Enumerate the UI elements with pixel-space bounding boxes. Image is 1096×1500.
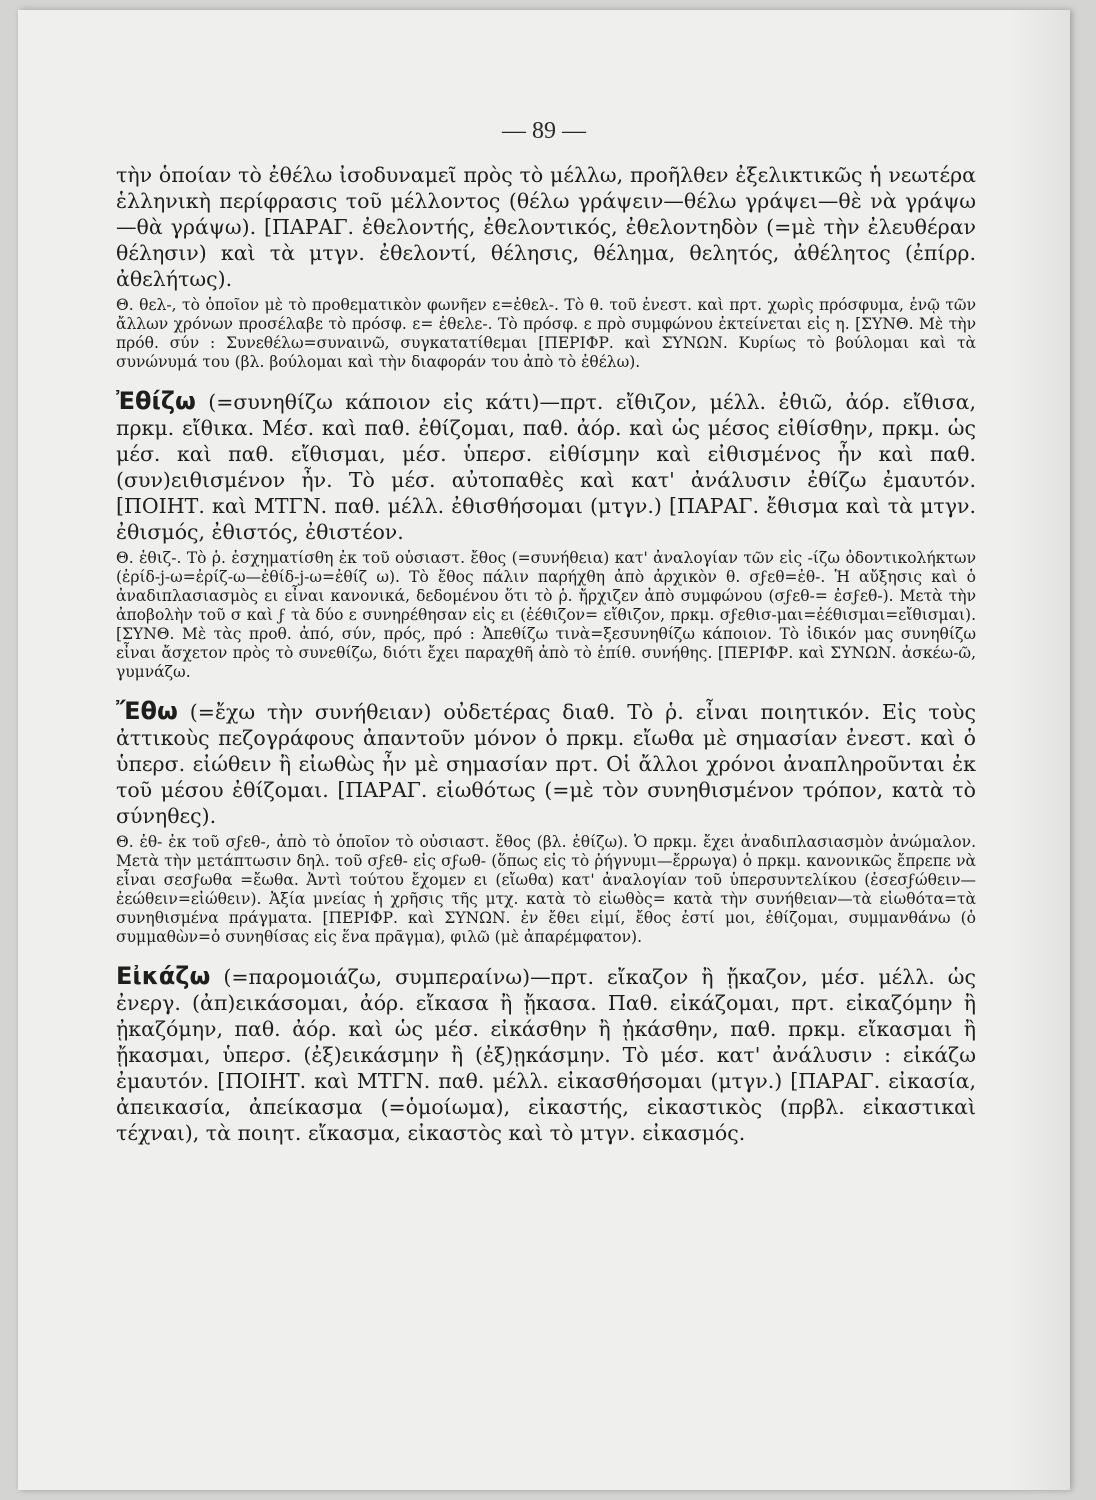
page-edge-shadow: [1010, 10, 1070, 1490]
entry-text: Ἔθω (=ἔχω τὴν συνήθειαν) οὐδετέρας διαθ. Τὸ ῥ. εἶναι ποιητικόν. Εἰς τοὺς ἀττικοὺς πεζογράφους ἀπαντοῦν μόνον ὁ πρκμ. εἴωθα μὲ σημασίαν ἐνεστ. καὶ ὁ ὑπερσ. εἰώθειν ἢ εἰωθὼς ἦν μὲ σημασίαν πρτ. Οἱ ἄλλοι χρόνοι ἀναπληροῦνται ἐκ τοῦ μέσου ἐθίζομαι. [ΠΑΡΑΓ. εἰωθότως (=μὲ τὸν συνηθισμένον τρόπον, κατὰ τὸ σύνηθες).: [116, 697, 976, 828]
entry-note: Θ. ἐθιζ-. Τὸ ῥ. ἐσχηματίσθη ἐκ τοῦ οὐσιαστ. ἔθος (=συνήθεια) κατ' ἀναλογίαν τῶν εἰς -ίζω ὀδοντικολήκτων (ἐρίδ-j-ω=ἐρίζ-ω—ἐθίδ-j-ω=ἐθίζ ω). Τὸ ἔθος πάλιν παρήχθη ἀπὸ ἀρχικὸν θ. σϝεθ=ἐθ-. Ἡ αὔξησις καὶ ὁ ἀναδιπλασιασμὸς ει εἶναι κανονικά, δεδομένου ὅτι τὸ ῥ. ἤρχιζεν ἀπὸ συμφώνου (σϝεθ-= ἐσϝεθ-). Μετὰ τὴν ἀποβολὴν τοῦ σ καὶ ϝ τὰ δύο ε συνηρέθησαν εἰς ει (ἐέθιζον= εἴθιζον, πρκμ. σϝεθισ-μαι=ἐέθισμαι=εἴθισμαι). [ΣΥΝΘ. Μὲ τὰς προθ. ἀπό, σύν, πρός, πρό : Ἀπεθίζω τινὰ=ξεσυνηθίζω κάποιον. Τὸ ἰδικόν μας συνηθίζω εἶναι ἄσχετον πρὸς τὸ συνεθίζω, διότι ἔχει παραχθῆ ἀπὸ τὸ ἐπίθ. συνήθης. [ΠΕΡΙΦΡ. καὶ ΣΥΝΩΝ. ἀσκέω-ῶ, γυμνάζω.: [116, 549, 976, 681]
entry-headword: Ἐθίζω: [116, 387, 196, 415]
entry-headword: Εἰκάζω: [116, 962, 211, 990]
entry-headword: Ἔθω: [116, 697, 178, 725]
entry-text: τὴν ὁποίαν τὸ ἐθέλω ἰσοδυναμεῖ πρὸς τὸ μέλλω, προῆλθεν ἐξελικτικῶς ἡ νεωτέρα ἑλληνικὴ περίφρασις τοῦ μέλλοντος (θέλω γράψειν—θέλω γράψει—θὲ νὰ γράψω—θὰ γράψω). [ΠΑΡΑΓ. ἐθελοντής, ἐθελοντικός, ἐθελοντηδὸν (=μὲ τὴν ἐλευθέραν θέλησιν) καὶ τὰ μτγν. ἐθελοντί, θέλησις, θέλημα, θελητός, ἀθέλητος (ἐπίρρ. ἀθελήτως).: [116, 163, 976, 291]
page-number-header: — 89 —: [502, 118, 586, 144]
entry-note: Θ. ἐθ- ἐκ τοῦ σϝεθ-, ἀπὸ τὸ ὁποῖον τὸ οὐσιαστ. ἔθος (βλ. ἐθίζω). Ὁ πρκμ. ἔχει ἀναδιπλασιασμὸν ἀνώμαλον. Μετὰ τὴν μετάπτωσιν δηλ. τοῦ σϝεθ- εἰς σϝωθ- (ὅπως εἰς τὸ ῥήγνυμι—ἔρρωγα) ὁ πρκμ. κανονικῶς ἔπρεπε νὰ εἶναι σεσϝωθα =ἔωθα. Ἀντὶ τούτου ἔχομεν ει (εἴωθα) κατ' ἀναλογίαν τοῦ ὑπερσυντελίκου (ἐσεσϝώθειν—ἐεώθειν=εἰώθειν). Ἀξία μνείας ἡ χρῆσις τῆς μτχ. κατὰ τὸ εἰωθὸς= κατὰ τὴν συνήθειαν—τὰ εἰωθότα=τὰ συνηθισμένα πράγματα. [ΠΕΡΙΦΡ. καὶ ΣΥΝΩΝ. ἐν ἔθει εἰμί, ἔθος ἐστί μοι, ἐθίζομαι, συμμανθάνω (ὁ συμμαθὼν=ὁ συνηθίσας εἰς ἕνα πρᾶγμα), φιλῶ (μὲ ἀπαρέμφατον).: [116, 833, 976, 946]
entry-ethizo: [116, 388, 976, 682]
entry-eikazo: [116, 963, 976, 1146]
book-page: [18, 10, 1070, 1490]
entry-note: Θ. θελ-, τὸ ὁποῖον μὲ τὸ προθεματικὸν φωνῆεν ε=ἐθελ-. Τὸ θ. τοῦ ἐνεστ. καὶ πρτ. χωρὶς πρόσφυμα, ἐνῷ τῶν ἄλλων χρόνων προσέλαβε τὸ πρόσφ. ε= ἐθελε-. Τὸ πρόσφ. ε πρὸ συμφώνου ἐκτείνεται εἰς η. [ΣΥΝΘ. Μὲ τὴν πρόθ. σύν : Συνεθέλω=συναινῶ, συγκατατίθεμαι [ΠΕΡΙΦΡ. καὶ ΣΥΝΩΝ. Κυρίως τὸ βούλομαι καὶ τὰ συνώνυμά του (βλ. βούλομαι καὶ τὴν διαφοράν του ἀπὸ τὸ ἐθέλω).: [116, 296, 976, 371]
entry-text: Εἰκάζω (=παρομοιάζω, συμπεραίνω)—πρτ. εἴκαζον ἢ ᾔκαζον, μέσ. μέλλ. ὡς ἐνεργ. (ἀπ)εικάσομαι, ἀόρ. εἴκασα ἢ ᾔκασα. Παθ. εἰκάζομαι, πρτ. εἰκαζόμην ἢ ᾐκαζόμην, παθ. ἀόρ. καὶ ὡς μέσ. εἰκάσθην ἢ ᾐκάσθην, παθ. πρκμ. εἴκασμαι ἢ ᾔκασμαι, ὑπερσ. (ἐξ)εικάσμην ἢ (ἐξ)ῃκάσμην. Τὸ μέσ. κατ' ἀνάλυσιν : εἰκάζω ἐμαυτόν. [ΠΟΙΗΤ. καὶ ΜΤΓΝ. παθ. μέλλ. εἰκασθήσομαι (μτγν.) [ΠΑΡΑΓ. εἰκασία, ἀπεικασία, ἀπείκασμα (=ὁμοίωμα), εἰκαστής, εἰκαστικὸς (πρβλ. εἰκαστικαὶ τέχναι), τὰ ποιητ. εἴκασμα, εἰκαστὸς καὶ τὸ μτγν. εἰκασμός.: [116, 962, 976, 1145]
entry-text: Ἐθίζω (=συνηθίζω κάποιον εἰς κάτι)—πρτ. εἴθιζον, μέλλ. ἐθιῶ, ἀόρ. εἴθισα, πρκμ. εἴθικα. Μέσ. καὶ παθ. ἐθίζομαι, παθ. ἀόρ. καὶ ὡς μέσος εἰθίσθην, πρκμ. ὡς μέσ. καὶ παθ. εἴθισμαι, μέσ. ὑπερσ. εἰθίσμην καὶ εἰθισμένος ἦν καὶ παθ. (συν)ειθισμένον ἦν. Τὸ μέσ. αὐτοπαθὲς καὶ κατ' ἀνάλυσιν ἐθίζω ἐμαυτόν. [ΠΟΙΗΤ. καὶ ΜΤΓΝ. παθ. μέλλ. ἐθισθήσομαι (μτγν.) [ΠΑΡΑΓ. ἔθισμα καὶ τὰ μτγν. ἐθισμός, ἐθιστός, ἐθιστέον.: [116, 387, 976, 544]
entry-etho: [116, 698, 976, 947]
entry-ethelo-continued: [116, 162, 976, 372]
page-body: [116, 162, 976, 1156]
